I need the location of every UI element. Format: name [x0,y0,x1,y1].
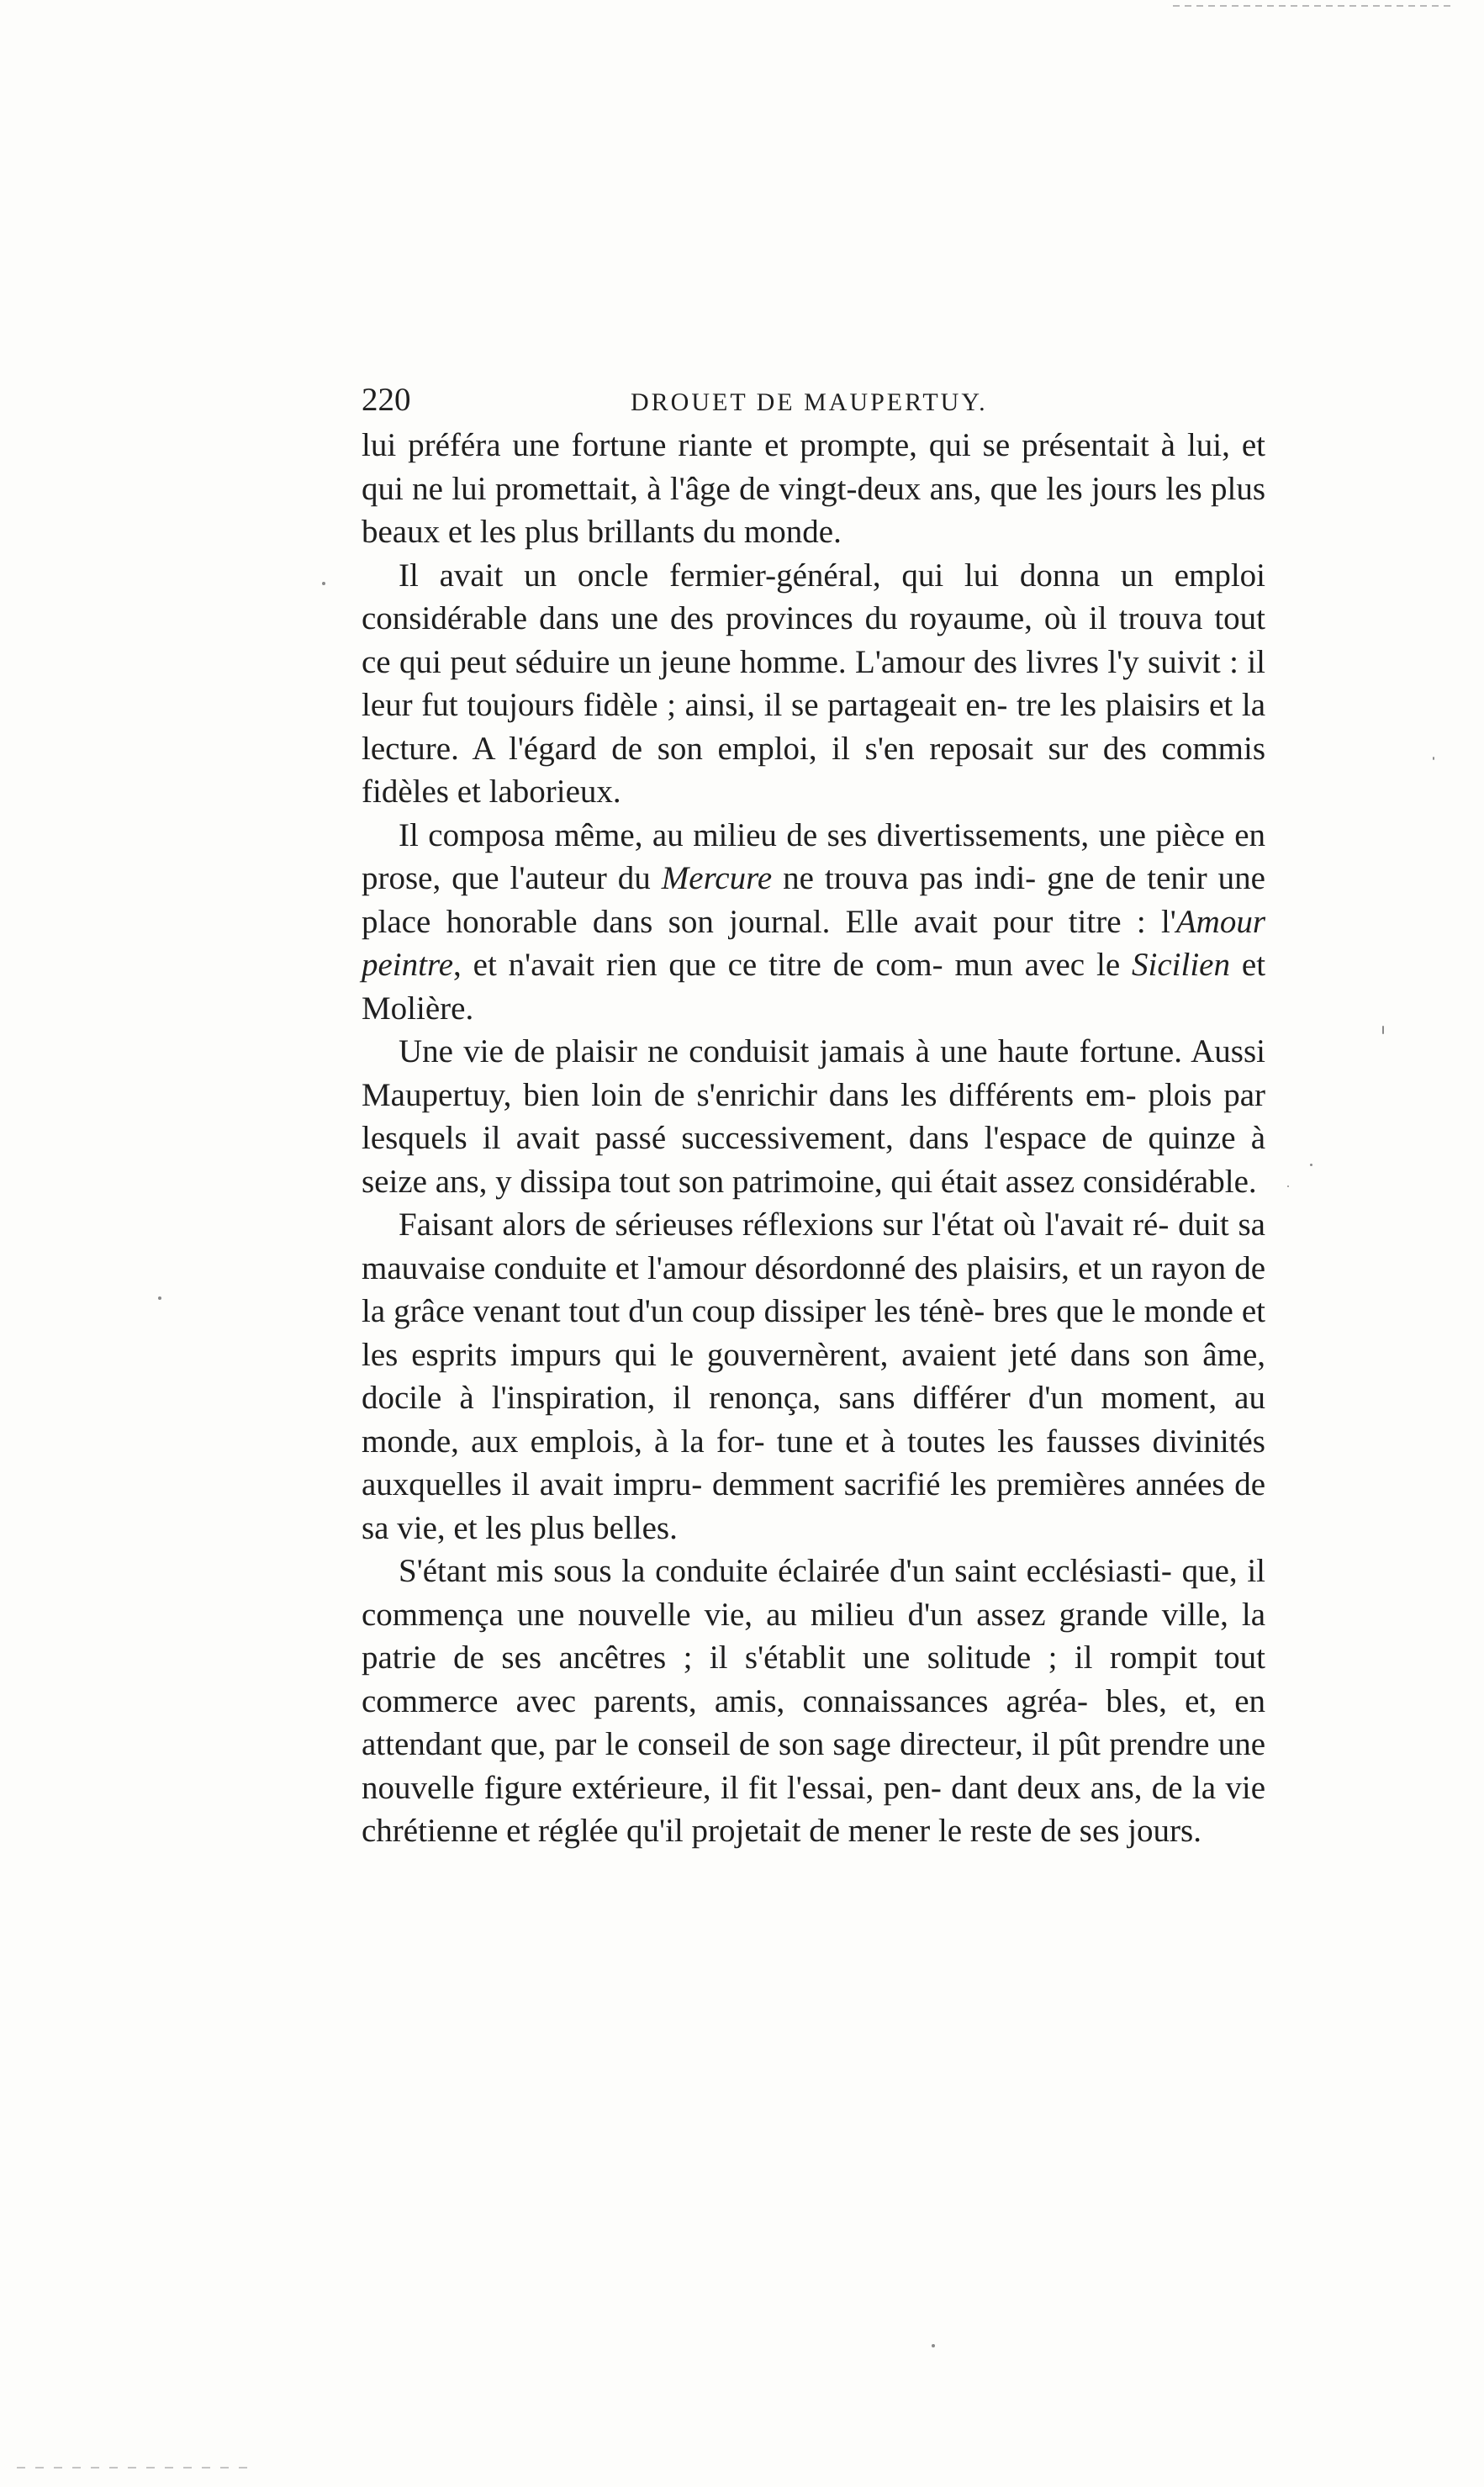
text-line: mun avec le [954,947,1121,983]
running-head-title: DROUET DE MAUPERTUY. [631,388,988,416]
text-line: jours les plus beaux et les plus brillants du monde. [362,470,1266,550]
text-line: S'étant mis sous la conduite éclairée d'un saint ecclésiasti- [399,1553,1172,1589]
text-line: Il composa même, au milieu de ses divertissements, une [399,816,1146,853]
text-line: de quinze à seize ans, y dissipa tout son patrimoine, qui était [362,1120,1266,1200]
paragraph-6 [362,1550,1265,1853]
text-line: Faisant alors de sérieuses réflexions sur l'état où l'avait ré- [399,1207,1170,1243]
text-line: demment sacrifié les premières années de sa vie, et les plus [362,1466,1266,1546]
page-number: 220 [362,382,411,418]
italic-title-amour-peintre: Amour peintre [362,903,1266,983]
scan-edge-mark-bottom [17,2467,252,2469]
text-line: dant deux ans, de la vie chrétienne et réglée qu'il projetait de [362,1769,1266,1849]
text-line: Une vie de plaisir ne conduisit jamais à une haute fortune. [399,1033,1182,1069]
text-line: tre les plaisirs et la lecture. A l'égard de son emploi, il s'en [362,687,1265,767]
text-line: et un rayon de la grâce venant tout d'un coup dissiper les ténè- [362,1249,1266,1329]
text-line: pièce en prose, que l'auteur du [362,816,1266,896]
text-line: Aussi Maupertuy, bien loin de s'enrichir dans les différents em- [362,1033,1265,1113]
text-line: , et n'avait rien que ce titre de com- [453,947,943,983]
text-line: considérable dans une des provinces du royaume, où il trouva [362,600,1203,636]
text-line: bles, et, en attendant que, par le conseil de son sage directeur, [362,1682,1266,1762]
paragraph-2 [362,554,1265,814]
text-line: lui préféra une fortune riante et prompte, qui se présentait à [362,427,1175,463]
text-line: Il avait un oncle fermier-général, qui lui donna un emploi [399,557,1265,594]
text-line: rompit tout commerce avec parents, amis, connaissances agréa- [362,1640,1265,1719]
text-line: assez considérable. [1005,1163,1257,1200]
scan-edge-mark [1173,5,1450,7]
text-line: belles. [593,1509,678,1546]
page-text [362,378,1265,1853]
text-line: mener le reste de ses jours. [848,1813,1201,1849]
text-line: gne de tenir une place honorable dans son journal. Elle avait [362,860,1265,940]
text-line: tune et à toutes les fausses divinités auxquelles il avait impru- [362,1423,1265,1502]
text-line: duit sa mauvaise conduite et l'amour désordonné des plaisirs, [362,1207,1265,1286]
paragraph-5 [362,1203,1265,1550]
italic-title-mercure: Mercure [661,860,773,896]
text-line: reposait sur des commis fidèles et laborieux. [362,730,1265,810]
running-head [362,378,1265,422]
paragraph-3 [362,814,1265,1031]
text-line: avaient jeté dans son âme, docile à l'inspiration, il renonça, [362,1336,1266,1416]
text-line: plois par lesquels il avait passé successivement, dans l'espace [362,1076,1265,1156]
text-line: et Molière. [362,947,1266,1027]
text-line: ville, la patrie de ses ancêtres ; il s'établit une solitude ; il [362,1596,1266,1676]
text-line: lui, et qui ne lui promettait, à l'âge de vingt-deux ans, que les [362,427,1265,507]
italic-title-sicilien: Sicilien [1132,947,1230,983]
text-line: ne trouva pas indi- [783,860,1037,896]
text-line: tout ce qui peut séduire un jeune homme. L'amour des livres [362,600,1266,680]
paragraph-4 [362,1030,1265,1203]
paragraph-1 [362,424,1265,554]
text-line: pour titre : l' [992,903,1176,940]
text-line: que, il commença une nouvelle vie, au milieu d'un assez grande [362,1553,1266,1633]
text-line: l'y suivit : il leur fut toujours fidèle ; ainsi, il se partageait en- [362,643,1265,723]
text-line: bres que le monde et les esprits impurs qui le gouvernèrent, [362,1293,1265,1373]
text-line: il pût prendre une nouvelle figure extérieure, il fit l'essai, pen- [362,1726,1266,1806]
text-line: sans différer d'un moment, au monde, aux emplois, à la for- [362,1380,1265,1460]
